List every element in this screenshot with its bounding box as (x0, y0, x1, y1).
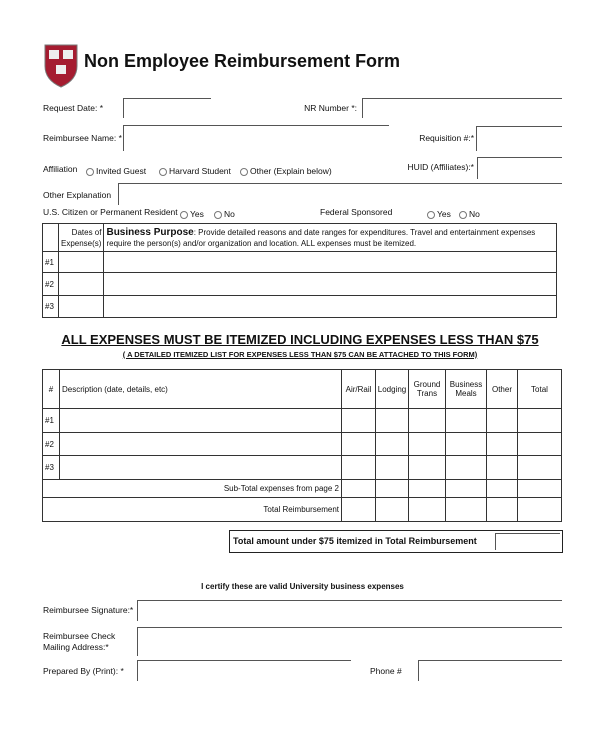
citizen-no-radio[interactable] (214, 209, 235, 219)
certify-text: I certify these are valid University business expenses (201, 582, 404, 591)
row-number: #3 (43, 296, 59, 318)
date-cell[interactable] (59, 296, 104, 318)
cell[interactable] (60, 433, 342, 456)
affiliation-other-radio[interactable] (240, 166, 332, 176)
business-purpose-title: Business Purpose (106, 226, 194, 238)
cell[interactable] (409, 480, 446, 498)
table-row (43, 273, 557, 296)
cell[interactable] (487, 456, 518, 480)
reimbursee-name-label: Reimbursee Name: * (43, 133, 122, 143)
cell[interactable] (409, 433, 446, 456)
radio-label: No (469, 209, 480, 219)
purpose-cell[interactable] (104, 252, 557, 273)
huid-label: HUID (Affiliates):* (407, 162, 474, 172)
date-cell[interactable] (59, 273, 104, 296)
cell[interactable] (60, 409, 342, 433)
col-header: Lodging (376, 370, 409, 409)
cell[interactable] (376, 433, 409, 456)
cell[interactable] (446, 480, 487, 498)
cell[interactable] (446, 409, 487, 433)
under-75-box (229, 530, 563, 553)
itemize-subnotice: ( A DETAILED ITEMIZED LIST FOR EXPENSES LESS THAN $75 CAN BE ATTACHED TO THIS FORM) (122, 350, 478, 359)
other-explanation-label: Other Explanation (43, 190, 112, 200)
radio-label: Harvard Student (169, 166, 231, 176)
cell[interactable] (376, 480, 409, 498)
business-purpose-text: : Provide detailed reasons and date ranges for expenditures. Travel and entertainment expenses require the person(s) and/or organization and location. ALL expenses must be itemized. (106, 227, 536, 248)
radio-label: Invited Guest (96, 166, 147, 176)
purpose-cell[interactable] (104, 296, 557, 318)
requisition-input[interactable] (476, 126, 562, 151)
mailing-label-2: Mailing Address:* (43, 642, 109, 652)
harvard-shield-logo (44, 44, 78, 88)
radio-label: Yes (437, 209, 451, 219)
col-header: Description (date, details, etc) (60, 370, 342, 409)
page-title: Non Employee Reimbursement Form (84, 51, 401, 71)
cell[interactable] (446, 498, 487, 522)
radio-label: Yes (190, 209, 204, 219)
requisition-label: Requisition #:* (419, 133, 474, 143)
col-header: Business Meals (446, 370, 487, 409)
federal-no-radio[interactable] (459, 209, 480, 219)
cell[interactable] (446, 433, 487, 456)
request-date-input[interactable] (123, 98, 211, 118)
reimbursee-name-input[interactable] (123, 125, 389, 151)
cell[interactable] (376, 409, 409, 433)
cell[interactable] (376, 498, 409, 522)
phone-label: Phone # (370, 666, 402, 676)
nr-number-input[interactable] (362, 98, 562, 118)
cell[interactable] (518, 456, 562, 480)
table-row (43, 456, 562, 480)
cell[interactable] (342, 480, 376, 498)
signature-input[interactable] (137, 600, 562, 621)
under-75-input[interactable] (495, 533, 560, 550)
date-cell[interactable] (59, 252, 104, 273)
request-date-label: Request Date: * (43, 103, 104, 113)
cell[interactable] (518, 498, 562, 522)
table-row (43, 409, 562, 433)
col-header: # (43, 370, 60, 409)
affiliation-harvard-student-radio[interactable] (159, 166, 231, 176)
table-row (43, 296, 557, 318)
mailing-label-1: Reimbursee Check (43, 631, 116, 641)
row-number: #2 (43, 273, 59, 296)
cell[interactable] (409, 456, 446, 480)
total-row (43, 498, 562, 522)
cell[interactable] (518, 433, 562, 456)
cell[interactable] (446, 456, 487, 480)
radio-label: Other (Explain below) (250, 166, 332, 176)
business-purpose-table (42, 223, 557, 318)
cell[interactable] (342, 433, 376, 456)
row-number: #2 (43, 433, 60, 456)
itemize-notice: ALL EXPENSES MUST BE ITEMIZED INCLUDING EXPENSES LESS THAN $75 (61, 332, 539, 347)
cell[interactable] (376, 456, 409, 480)
total-label: Total Reimbursement (43, 498, 342, 522)
affiliation-label: Affiliation (43, 164, 78, 174)
subtotal-row (43, 480, 562, 498)
dates-header: Dates of Expense(s) (59, 224, 104, 252)
affiliation-invited-guest-radio[interactable] (86, 166, 146, 176)
table-row (43, 252, 557, 273)
row-number: #3 (43, 456, 60, 480)
cell[interactable] (342, 409, 376, 433)
mailing-address-input[interactable] (137, 627, 562, 656)
cell[interactable] (487, 409, 518, 433)
cell[interactable] (518, 409, 562, 433)
cell[interactable] (487, 433, 518, 456)
row-number: #1 (43, 252, 59, 273)
cell[interactable] (342, 456, 376, 480)
phone-input[interactable] (418, 660, 562, 681)
cell[interactable] (60, 456, 342, 480)
cell[interactable] (342, 498, 376, 522)
other-explanation-input[interactable] (118, 183, 562, 205)
huid-input[interactable] (477, 157, 562, 179)
expense-table (42, 369, 562, 522)
cell[interactable] (409, 409, 446, 433)
col-header: Air/Rail (342, 370, 376, 409)
col-header: Total (518, 370, 562, 409)
cell[interactable] (487, 480, 518, 498)
col-header: Ground Trans (409, 370, 446, 409)
cell[interactable] (518, 480, 562, 498)
radio-label: No (224, 209, 235, 219)
prepared-by-label: Prepared By (Print): * (43, 666, 124, 676)
citizen-yes-radio[interactable] (180, 209, 204, 219)
purpose-cell[interactable] (104, 273, 557, 296)
subtotal-label: Sub-Total expenses from page 2 (43, 480, 342, 498)
prepared-by-input[interactable] (137, 660, 351, 681)
under-75-label: Total amount under $75 itemized in Total Reimbursement (233, 536, 477, 546)
cell[interactable] (409, 498, 446, 522)
citizen-label: U.S. Citizen or Permanent Resident (43, 207, 178, 217)
cell[interactable] (487, 498, 518, 522)
federal-yes-radio[interactable] (427, 209, 451, 219)
federal-sponsored-label: Federal Sponsored (320, 207, 393, 217)
col-header: Other (487, 370, 518, 409)
nr-number-label: NR Number *: (304, 103, 357, 113)
table-row (43, 433, 562, 456)
signature-label: Reimbursee Signature:* (43, 605, 134, 615)
row-number: #1 (43, 409, 60, 433)
